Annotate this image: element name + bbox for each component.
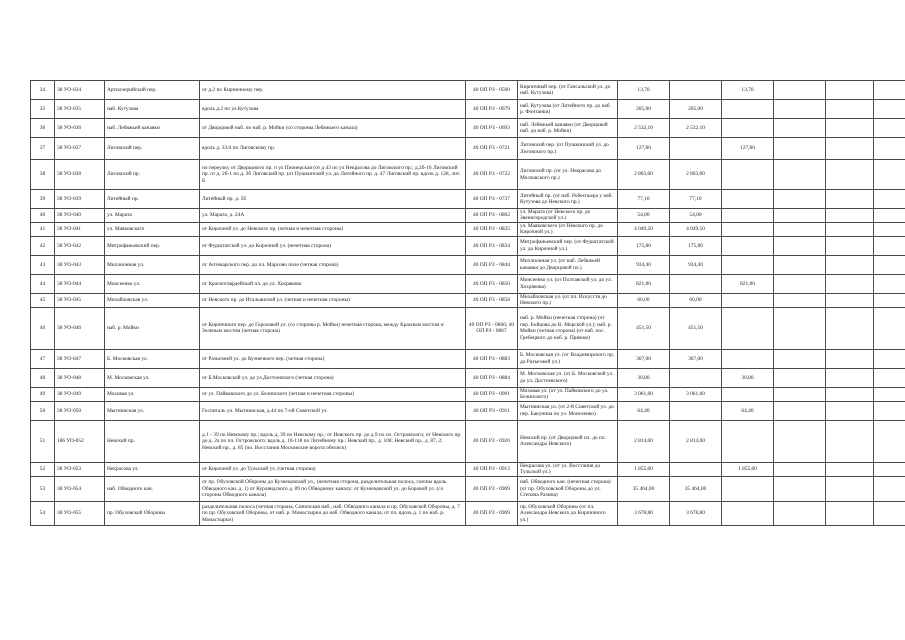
row-number: 37 <box>31 138 55 160</box>
empty-cell-2 <box>874 236 905 255</box>
code-cell: 38 УО-049 <box>55 387 105 401</box>
area-col-2-cell <box>722 222 774 236</box>
register-number-cell: 40 ОП РЗ - 0913 <box>466 462 518 476</box>
description-cell: ул. Марата, д. 24А <box>200 209 466 223</box>
code-cell: 186 УО-052 <box>55 420 105 462</box>
area-col-1-cell: 77,10 <box>670 190 722 209</box>
area-total-cell: 934,40 <box>618 255 670 274</box>
address-cell: Михайловская ул. (от пл. Искусств до Невского пр.) <box>518 293 618 307</box>
table-row <box>31 274 905 293</box>
empty-cell-1 <box>826 368 874 387</box>
empty-cell-1 <box>826 81 874 100</box>
table-row <box>31 255 905 274</box>
area-col-1-cell: 4 049,50 <box>670 222 722 236</box>
address-cell: Мытнинская ул. (от 2-й Советской ул. до пер. Бакунина по ул. Моисеенко) <box>518 401 618 420</box>
description-cell: от Фурштатской ул. до Кирочной ул. (нечетная сторона) <box>200 236 466 255</box>
row-number: 53 <box>31 476 55 501</box>
name-cell: ул. Маяковского <box>105 222 200 236</box>
area-col-3-cell <box>774 349 826 368</box>
code-cell: 38 УО-038 <box>55 160 105 190</box>
area-col-2-cell <box>722 119 774 138</box>
area-total-cell: 1 855,00 <box>618 462 670 476</box>
table-row <box>31 119 905 138</box>
empty-cell-2 <box>874 209 905 223</box>
area-total-cell: 175,80 <box>618 236 670 255</box>
area-col-1-cell <box>670 274 722 293</box>
area-col-3-cell <box>774 119 826 138</box>
area-total-cell: 77,10 <box>618 190 670 209</box>
description-cell: Госпиталь ул. Мытнинская, д.44 по 7-ой Советской ул. <box>200 401 466 420</box>
row-number: 46 <box>31 307 55 349</box>
code-cell: 38 УО-046 <box>55 307 105 349</box>
empty-cell-2 <box>874 160 905 190</box>
table-row <box>31 501 905 525</box>
area-total-cell: 205,00 <box>618 100 670 119</box>
row-number: 35 <box>31 100 55 119</box>
row-number: 41 <box>31 222 55 236</box>
register-number-cell: 40 ОП РЗ - 0866; 40 ОП РЗ - 0867 <box>466 307 518 349</box>
table-row <box>31 190 905 209</box>
area-col-2-cell <box>722 420 774 462</box>
description-cell: от д.2 по Кирпичному пер. <box>200 81 466 100</box>
area-col-2-cell <box>722 160 774 190</box>
area-col-3-cell <box>774 236 826 255</box>
table-row <box>31 293 905 307</box>
empty-cell-1 <box>826 209 874 223</box>
name-cell: Миллионная ул. <box>105 255 200 274</box>
empty-cell-2 <box>874 368 905 387</box>
name-cell: Лиговский пер. <box>105 138 200 160</box>
empty-cell-2 <box>874 81 905 100</box>
area-col-3-cell <box>774 307 826 349</box>
register-number-cell: 40 ОП РЗ - 0850 <box>466 274 518 293</box>
empty-cell-1 <box>826 501 874 525</box>
description-cell: от Красногвардейской пл. до ул. Хохрякова <box>200 274 466 293</box>
area-col-3-cell <box>774 138 826 160</box>
empty-cell-1 <box>826 349 874 368</box>
code-cell: 38 УО-053 <box>55 462 105 476</box>
row-number: 42 <box>31 236 55 255</box>
area-col-2-cell <box>722 307 774 349</box>
area-total-cell: 3 061,60 <box>618 387 670 401</box>
code-cell: 38 УО-043 <box>55 255 105 274</box>
register-number-cell: 40 ОП РЗ - 0844 <box>466 255 518 274</box>
area-col-2-cell: 127,80 <box>722 138 774 160</box>
register-number-cell: 40 ОП РЗ - 0969 <box>466 501 518 525</box>
area-col-3-cell <box>774 222 826 236</box>
description-cell: по переулку от Дворцового пр. п ул Пионерская (от д 43 по ул Некрасова до Лиговского пр.; д.2б-16 Лиговский пр. от д. 2б-1 по д. 3б Лиговский пр. (от Пушкинской ул. до Литейного пр. д. 47 Лиговский пр. вдоль д. 128, лит. Б <box>200 160 466 190</box>
empty-cell-1 <box>826 293 874 307</box>
name-cell: Невский пр. <box>105 420 200 462</box>
area-total-cell: 30,80 <box>618 368 670 387</box>
code-cell: 38 УО-044 <box>55 274 105 293</box>
empty-cell-1 <box>826 307 874 349</box>
register-number-cell: 40 ОП РЗ - 0883 <box>466 349 518 368</box>
empty-cell-2 <box>874 138 905 160</box>
empty-cell-2 <box>874 501 905 525</box>
address-cell: Литейный пр. (от наб. Робеспьера у наб. Кутузова до Невского пр.) <box>518 190 618 209</box>
name-cell: Некрасова ул. <box>105 462 200 476</box>
area-col-2-cell <box>722 209 774 223</box>
code-cell: 38 УО-054 <box>55 476 105 501</box>
area-col-2-cell <box>722 255 774 274</box>
row-number: 47 <box>31 349 55 368</box>
empty-cell-2 <box>874 100 905 119</box>
empty-cell-1 <box>826 236 874 255</box>
area-col-3-cell <box>774 501 826 525</box>
register-number-cell: 40 ОП РЗ - 0722 <box>466 160 518 190</box>
address-cell: ул. Маяковского (от Невского пр. до Кирочной ул.) <box>518 222 618 236</box>
area-total-cell: 4 049,50 <box>618 222 670 236</box>
area-col-3-cell <box>774 160 826 190</box>
address-cell: Митрофаньевский пер. (от Фурштатской ул. до Кирочной ул.) <box>518 236 618 255</box>
area-col-1-cell: 54,00 <box>670 209 722 223</box>
area-total-cell: 821,80 <box>618 274 670 293</box>
description-cell: от Аптекарского пер. до пл. Марсово поле (четная сторона) <box>200 255 466 274</box>
area-col-3-cell <box>774 387 826 401</box>
register-number-cell: 40 ОП РЗ - 0802 <box>466 209 518 223</box>
area-total-cell: 35 464,00 <box>618 476 670 501</box>
area-total-cell: 127,80 <box>618 138 670 160</box>
area-total-cell: 2 803,00 <box>618 160 670 190</box>
register-number-cell: 40 ОП РЗ - 0693 <box>466 119 518 138</box>
description-cell: от Кирочной ул. до Тульской ул. (четная сторона) <box>200 462 466 476</box>
area-col-2-cell <box>722 349 774 368</box>
area-col-3-cell <box>774 420 826 462</box>
row-number: 48 <box>31 368 55 387</box>
empty-cell-1 <box>826 462 874 476</box>
row-number: 52 <box>31 462 55 476</box>
empty-cell-2 <box>874 420 905 462</box>
area-col-3-cell <box>774 100 826 119</box>
name-cell: Артиллерийский пер. <box>105 81 200 100</box>
area-total-cell: 2 814,00 <box>618 420 670 462</box>
row-number: 40 <box>31 209 55 223</box>
address-cell: Миллионная ул. (от наб. Лебяжьей канавки до Дворцовой пл.) <box>518 255 618 274</box>
description-cell: от ул. Пайковского до ул. Белинского (четная и нечетная стороны) <box>200 387 466 401</box>
table-row <box>31 138 905 160</box>
area-col-2-cell <box>722 100 774 119</box>
address-cell: Б. Московская ул. (от Владимирского пр. до Разъезжей ул.) <box>518 349 618 368</box>
table-row <box>31 387 905 401</box>
area-total-cell: 54,00 <box>618 209 670 223</box>
area-col-2-cell <box>722 501 774 525</box>
table-row <box>31 462 905 476</box>
area-col-1-cell <box>670 81 722 100</box>
name-cell: Литейный пр. <box>105 190 200 209</box>
table-row <box>31 100 905 119</box>
row-number: 34 <box>31 81 55 100</box>
address-cell: Лиговский пер. (от Пушкинской ул. до Лиговского пр.) <box>518 138 618 160</box>
area-total-cell: 64,40 <box>618 401 670 420</box>
area-col-2-cell <box>722 236 774 255</box>
register-number-cell: 40 ОП РЗ - 0969 <box>466 476 518 501</box>
row-number: 43 <box>31 255 55 274</box>
area-col-2-cell <box>722 293 774 307</box>
area-col-1-cell: 934,40 <box>670 255 722 274</box>
table-row <box>31 236 905 255</box>
code-cell: 38 УО-036 <box>55 119 105 138</box>
name-cell: Митрофаньевский пер. <box>105 236 200 255</box>
description-cell: от Кирочной ул. до Невского пр. (четная и нечетная стороны) <box>200 222 466 236</box>
description-cell: от пр. Обуховской Обороны до Кузнецовской ул., (нечетная сторона, разделительная полоса, газоны вдоль Обводного кан. д. 1) от Курляндского д. 89 по Обводному каналу; от Кузнецовской ул. до Боровой ул. (со стороны Обводного канала) <box>200 476 466 501</box>
row-number: 54 <box>31 501 55 525</box>
name-cell: Мытнинская ул. <box>105 401 200 420</box>
area-col-1-cell: 2 814,00 <box>670 420 722 462</box>
register-number-cell: 40 ОП РЗ - 0721 <box>466 138 518 160</box>
empty-cell-2 <box>874 119 905 138</box>
area-total-cell: 13,70 <box>618 81 670 100</box>
area-col-1-cell: 451,50 <box>670 307 722 349</box>
area-col-3-cell <box>774 255 826 274</box>
code-cell: 38 УО-039 <box>55 190 105 209</box>
register-number-cell: 40 ОП РЗ - 0679 <box>466 100 518 119</box>
description-cell: д.1 - 39 по Невскому пр.; вдоль д. 39 по Невскому пр.; от Невского пр. до д.9 по пл. Островского; от Невского пр. до д. 2а по пл. Островского; вдоль д. 10-118 по Литейному пр.; Невский пр., д. 108; Невский пр., д. 87, 2; Невский пр., д. 85 (по. Восстания Московские ворота обелиск) <box>200 420 466 462</box>
area-col-3-cell <box>774 81 826 100</box>
register-number-cell: 40 ОП РЗ - 0884 <box>466 368 518 387</box>
name-cell: М. Московская ул. <box>105 368 200 387</box>
empty-cell-1 <box>826 100 874 119</box>
empty-cell-2 <box>874 401 905 420</box>
description-cell: вдоль д.2 по ул.Кутузова <box>200 100 466 119</box>
name-cell: наб. Кутузова <box>105 100 200 119</box>
address-cell: М. Московская ул. (от Б. Московской ул. до ул. Достоевского) <box>518 368 618 387</box>
code-cell: 38 УО-048 <box>55 368 105 387</box>
name-cell: Моховая ул. <box>105 387 200 401</box>
row-number: 50 <box>31 401 55 420</box>
code-cell: 38 УО-047 <box>55 349 105 368</box>
address-cell: наб. Лебяжьей канавки (от Дворцовой наб. до наб. р. Мойки) <box>518 119 618 138</box>
empty-cell-2 <box>874 293 905 307</box>
area-col-3-cell <box>774 209 826 223</box>
code-cell: 38 УО-034 <box>55 81 105 100</box>
table-row <box>31 401 905 420</box>
code-cell: 38 УО-041 <box>55 222 105 236</box>
code-cell: 38 УО-035 <box>55 100 105 119</box>
code-cell: 38 УО-045 <box>55 293 105 307</box>
area-col-1-cell: 205,00 <box>670 100 722 119</box>
name-cell: Лиговский пр. <box>105 160 200 190</box>
area-col-2-cell: 64,40 <box>722 401 774 420</box>
area-col-3-cell <box>774 401 826 420</box>
area-col-1-cell: 60,00 <box>670 293 722 307</box>
area-col-3-cell <box>774 190 826 209</box>
description-cell: от Б.Московской ул. до ул.Достоевского (четная сторона) <box>200 368 466 387</box>
empty-cell-1 <box>826 387 874 401</box>
area-col-1-cell: 367,00 <box>670 349 722 368</box>
empty-cell-2 <box>874 349 905 368</box>
empty-cell-1 <box>826 222 874 236</box>
address-cell: Невский пр. (от Дворцовой пл. до пл. Александра Невского) <box>518 420 618 462</box>
area-col-1-cell <box>670 368 722 387</box>
empty-cell-2 <box>874 476 905 501</box>
area-col-2-cell <box>722 387 774 401</box>
area-col-3-cell <box>774 476 826 501</box>
table-row <box>31 222 905 236</box>
table-row <box>31 368 905 387</box>
area-col-1-cell: 2 803,00 <box>670 160 722 190</box>
area-total-cell: 2 532,10 <box>618 119 670 138</box>
address-cell: Кирпичный пер. (от Гапсальской ул. до наб. Кутузова) <box>518 81 618 100</box>
empty-cell-2 <box>874 255 905 274</box>
register-number-cell: 40 ОП РЗ - 0590 <box>466 81 518 100</box>
table-row <box>31 420 905 462</box>
register-number-cell: 40 ОП РЗ - 0858 <box>466 293 518 307</box>
register-number-cell: 40 ОП РЗ - 0825 <box>466 222 518 236</box>
area-col-2-cell <box>722 190 774 209</box>
description-cell: разделительная полоса (четная сторона, Синопская наб., наб. Обводного канала и пр. Обуховской Обороны, д. 7 по пр. Обуховской Обороны, от наб. р. Монастырки до наб. Обводного канала, от пл. вдоль д. 1 по наб. р. Монастырки) <box>200 501 466 525</box>
area-col-1-cell: 2 532,10 <box>670 119 722 138</box>
register-number-cell: 40 ОП РЗ - 0920 <box>466 420 518 462</box>
area-total-cell: 60,00 <box>618 293 670 307</box>
empty-cell-2 <box>874 462 905 476</box>
empty-cell-1 <box>826 420 874 462</box>
empty-cell-2 <box>874 222 905 236</box>
address-cell: наб. Кутузова (от Литейного пр. до наб. р. Фонтанки) <box>518 100 618 119</box>
empty-cell-1 <box>826 119 874 138</box>
empty-cell-1 <box>826 476 874 501</box>
table-row <box>31 476 905 501</box>
table-row <box>31 81 905 100</box>
register-number-cell: 40 ОП РЗ - 0901 <box>466 387 518 401</box>
register-number-cell: 40 ОП РЗ - 0911 <box>466 401 518 420</box>
description-cell: от Кирпичного пер. до Гороховой ул. (со стороны р. Мойки) нечетная сторона, между Красным мостом и Зеленым мостом (четная сторона) <box>200 307 466 349</box>
address-cell: пр. Обуховской Обороны (от пл. Александра Невского до Кирпичного ул.) <box>518 501 618 525</box>
description-cell: от Дворцовой наб. по наб. р. Мойки (со стороны Лебяжьего канала) <box>200 119 466 138</box>
description-cell: Литейный пр. д. 5б <box>200 190 466 209</box>
area-col-3-cell <box>774 293 826 307</box>
name-cell: наб. Обводного кан. <box>105 476 200 501</box>
area-col-1-cell: 3 061,60 <box>670 387 722 401</box>
area-total-cell: 367,00 <box>618 349 670 368</box>
description-cell: от Невского пр. до Итальянской ул. (четная и нечетная стороны) <box>200 293 466 307</box>
empty-cell-2 <box>874 307 905 349</box>
empty-cell-2 <box>874 274 905 293</box>
description-cell: вдоль д. 33/4 по Лиговскому пр. <box>200 138 466 160</box>
table-row <box>31 349 905 368</box>
row-number: 51 <box>31 420 55 462</box>
name-cell: наб. Лебяжьей канавки <box>105 119 200 138</box>
empty-cell-1 <box>826 190 874 209</box>
address-cell: наб. р. Мойки (нечетная сторона) (от пер. Бойцова до В. Морской ул.); наб. р. Мойки (четная сторона) (от наб. пос. Гребецкого до наб. р. Пряжки) <box>518 307 618 349</box>
name-cell: пр. Обуховской Обороны <box>105 501 200 525</box>
area-col-1-cell: 35 464,00 <box>670 476 722 501</box>
name-cell: Моисеенко ул. <box>105 274 200 293</box>
area-col-3-cell <box>774 274 826 293</box>
area-col-2-cell: 1 855,00 <box>722 462 774 476</box>
table-body <box>31 81 905 526</box>
address-cell: ул. Марата (от Невского пр. до Звенигородской ул.) <box>518 209 618 223</box>
empty-cell-1 <box>826 255 874 274</box>
address-cell: наб. Обводного кан. (нечетная сторона) (от пр. Обуховской Обороны до ул. Степана Разина) <box>518 476 618 501</box>
code-cell: 38 УО-042 <box>55 236 105 255</box>
name-cell: наб. р. Мойки <box>105 307 200 349</box>
row-number: 36 <box>31 119 55 138</box>
name-cell: Б. Московская ул. <box>105 349 200 368</box>
address-cell: Моисеенко ул. (от Полтавской ул. до ул. Хохрякова) <box>518 274 618 293</box>
table-row <box>31 307 905 349</box>
address-cell: Лиговский пр. (от ул. Некрасова до Московского пр.) <box>518 160 618 190</box>
area-col-2-cell: 13,70 <box>722 81 774 100</box>
empty-cell-1 <box>826 160 874 190</box>
area-col-2-cell: 30,80 <box>722 368 774 387</box>
register-number-cell: 40 ОП РЗ - 0737 <box>466 190 518 209</box>
row-number: 49 <box>31 387 55 401</box>
area-col-2-cell: 821,80 <box>722 274 774 293</box>
row-number: 45 <box>31 293 55 307</box>
address-cell: Некрасова ул. (от ул. Восстания до Тульской ул.) <box>518 462 618 476</box>
area-col-1-cell <box>670 462 722 476</box>
address-cell: Моховая ул. (от ул. Пайковского до ул. Белинского) <box>518 387 618 401</box>
table-row <box>31 209 905 223</box>
area-col-1-cell: 175,80 <box>670 236 722 255</box>
area-col-1-cell: 3 678,80 <box>670 501 722 525</box>
table-row <box>31 160 905 190</box>
code-cell: 38 УО-040 <box>55 209 105 223</box>
empty-cell-1 <box>826 274 874 293</box>
row-number: 39 <box>31 190 55 209</box>
area-total-cell: 3 678,80 <box>618 501 670 525</box>
name-cell: ул. Марата <box>105 209 200 223</box>
code-cell: 38 УО-055 <box>55 501 105 525</box>
register-number-cell: 40 ОП РЗ - 0834 <box>466 236 518 255</box>
area-col-3-cell <box>774 462 826 476</box>
row-number: 44 <box>31 274 55 293</box>
description-cell: от Разъезжей ул. до Кузнечного пер. (четная сторона) <box>200 349 466 368</box>
area-col-1-cell <box>670 138 722 160</box>
name-cell: Михайловская ул. <box>105 293 200 307</box>
empty-cell-1 <box>826 138 874 160</box>
row-number: 38 <box>31 160 55 190</box>
code-cell: 38 УО-037 <box>55 138 105 160</box>
area-col-1-cell <box>670 401 722 420</box>
area-col-2-cell <box>722 476 774 501</box>
area-total-cell: 451,50 <box>618 307 670 349</box>
empty-cell-2 <box>874 190 905 209</box>
empty-cell-1 <box>826 401 874 420</box>
code-cell: 38 УО-050 <box>55 401 105 420</box>
empty-cell-2 <box>874 387 905 401</box>
area-col-3-cell <box>774 368 826 387</box>
street-register-table <box>30 80 905 526</box>
